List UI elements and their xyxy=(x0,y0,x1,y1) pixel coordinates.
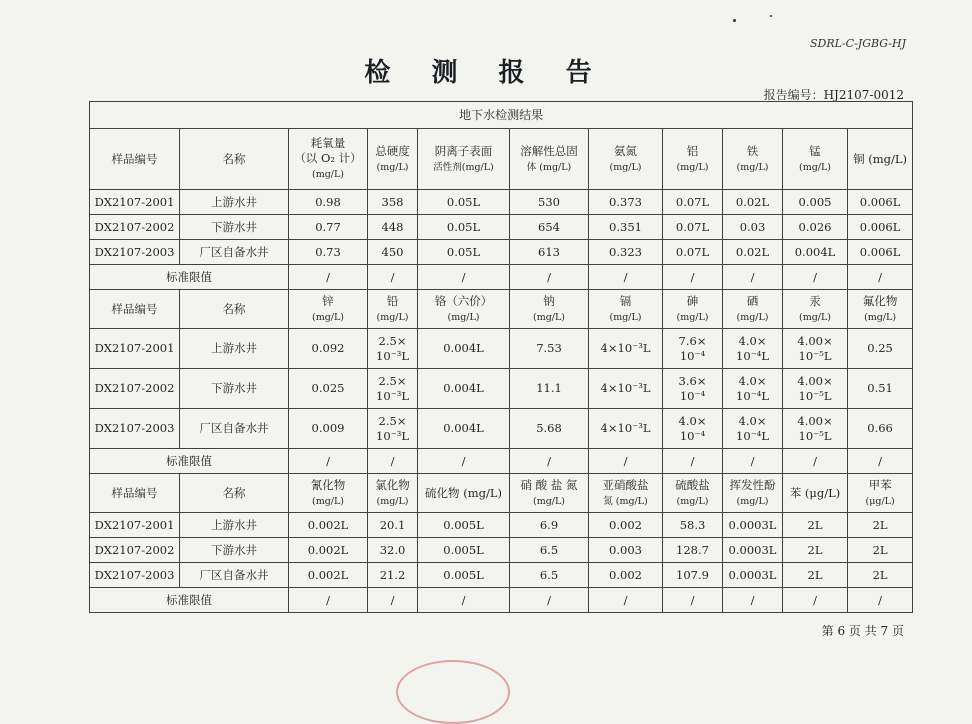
cell-text: 10⁻³L xyxy=(376,428,409,443)
results-table xyxy=(89,101,913,613)
cell-text: 4.0× xyxy=(738,333,767,348)
cell-text: 4.0× xyxy=(738,373,767,388)
table-cell: 6.5 xyxy=(510,538,589,563)
table-cell: 厂区自备水井 xyxy=(180,563,289,588)
table-cell xyxy=(418,369,510,409)
cell-text: (mg/L) xyxy=(532,311,565,323)
cell-text: 4.0× xyxy=(738,413,767,428)
cell-text: (mg/L) xyxy=(311,495,344,507)
cell-text: (mg/L) xyxy=(447,311,480,323)
limit-cell: / xyxy=(368,588,418,613)
cell-text: 阴离子表面 xyxy=(434,143,493,158)
table-cell: 0.77 xyxy=(289,215,368,240)
table-cell xyxy=(848,329,913,369)
cell-text: (mg/L) xyxy=(376,495,409,507)
column-header xyxy=(418,290,510,329)
table-cell: 20.1 xyxy=(368,513,418,538)
cell-text: (mg/L) xyxy=(798,161,831,173)
column-header xyxy=(510,474,589,513)
table-cell xyxy=(368,409,418,449)
cell-text: 10⁻⁴ xyxy=(679,428,706,443)
column-header xyxy=(723,129,783,190)
cell-text: 名称 xyxy=(222,151,246,166)
limit-cell: / xyxy=(418,265,510,290)
limit-cell: / xyxy=(368,265,418,290)
cell-text: 7.53 xyxy=(536,341,562,355)
table-cell xyxy=(848,409,913,449)
column-header xyxy=(418,474,510,513)
table-cell xyxy=(783,409,848,449)
limit-cell: / xyxy=(589,588,663,613)
cell-text: 苯 (μg/L) xyxy=(789,485,841,500)
column-header xyxy=(663,474,723,513)
cell-text: 0.25 xyxy=(867,341,893,355)
document-code: SDRL-C-JGBG-HJ xyxy=(810,37,906,50)
table-cell xyxy=(723,409,783,449)
table-row xyxy=(90,513,913,538)
table-cell xyxy=(289,329,368,369)
header-row xyxy=(90,474,913,513)
column-header xyxy=(180,290,289,329)
cell-text: DX2107-2003 xyxy=(94,421,175,435)
cell-text: 0.004L xyxy=(443,341,484,355)
table-cell xyxy=(418,329,510,369)
table-cell: 0.98 xyxy=(289,190,368,215)
table-cell: 2L xyxy=(848,513,913,538)
official-seal xyxy=(396,660,510,724)
table-cell: 0.002L xyxy=(289,513,368,538)
table-cell: 0.006L xyxy=(848,190,913,215)
table-cell: 450 xyxy=(368,240,418,265)
cell-text: 体 (mg/L) xyxy=(526,161,572,173)
cell-text: 0.51 xyxy=(867,381,893,395)
column-header xyxy=(663,290,723,329)
cell-text: 下游水井 xyxy=(211,381,257,395)
limit-cell: / xyxy=(289,265,368,290)
cell-text: 硫酸盐 xyxy=(675,477,710,492)
limit-cell: / xyxy=(368,449,418,474)
cell-text: (mg/L) xyxy=(311,169,344,180)
table-cell: 58.3 xyxy=(663,513,723,538)
cell-text: (mg/L) xyxy=(736,311,769,323)
cell-text: DX2107-2002 xyxy=(94,381,175,395)
column-header xyxy=(783,129,848,190)
cell-text: 硫化物 (mg/L) xyxy=(425,485,502,500)
limit-cell: / xyxy=(723,588,783,613)
cell-text: 2.5× xyxy=(378,413,407,428)
table-cell xyxy=(589,369,663,409)
cell-text: 总硬度 xyxy=(375,143,410,158)
cell-text: 4.00× xyxy=(797,413,833,428)
page-title: 检 测 报 告 xyxy=(364,58,608,88)
table-cell: 0.07L xyxy=(663,240,723,265)
cell-text: 氰化物 xyxy=(310,477,346,492)
column-header xyxy=(368,290,418,329)
table-cell xyxy=(368,329,418,369)
header-row xyxy=(90,129,913,190)
limit-cell: / xyxy=(510,449,589,474)
cell-text: 0.004L xyxy=(443,421,484,435)
limit-label: 标准限值 xyxy=(90,265,289,290)
column-header xyxy=(418,129,510,190)
page-number: 第 6 页 共 7 页 xyxy=(821,624,904,638)
header-row xyxy=(90,290,913,329)
table-cell xyxy=(180,369,289,409)
limit-cell: / xyxy=(663,265,723,290)
table-cell: 0.03 xyxy=(723,215,783,240)
column-header xyxy=(723,290,783,329)
table-cell: 0.005L xyxy=(418,513,510,538)
report-number: 报告编号：HJ2107-0012 xyxy=(763,88,904,102)
cell-text: (mg/L) xyxy=(736,495,769,507)
table-cell: 上游水井 xyxy=(180,513,289,538)
cell-text: 名称 xyxy=(222,485,246,500)
table-cell: DX2107-2001 xyxy=(90,513,180,538)
table-cell xyxy=(510,369,589,409)
cell-text: DX2107-2001 xyxy=(94,341,175,355)
cell-text: 硝 酸 盐 氮 xyxy=(520,477,578,492)
column-header xyxy=(289,290,368,329)
table-cell xyxy=(510,329,589,369)
table-cell: 0.002 xyxy=(589,513,663,538)
table-cell: 0.05L xyxy=(418,215,510,240)
cell-text: 样品编号 xyxy=(111,485,158,500)
table-caption: 地下水检测结果 xyxy=(90,102,913,129)
table-cell: 0.003 xyxy=(589,538,663,563)
cell-text: 氮 (mg/L) xyxy=(603,495,648,507)
column-header xyxy=(289,474,368,513)
table-cell: 0.0003L xyxy=(723,513,783,538)
cell-text: (mg/L) xyxy=(311,311,344,323)
cell-text: 3.6× xyxy=(678,373,707,388)
table-cell xyxy=(180,329,289,369)
column-header xyxy=(783,290,848,329)
table-cell xyxy=(289,369,368,409)
table-cell: 0.005 xyxy=(783,190,848,215)
table-cell: 2L xyxy=(783,538,848,563)
table-cell: 358 xyxy=(368,190,418,215)
column-header xyxy=(783,474,848,513)
table-cell: 2L xyxy=(783,513,848,538)
table-cell: 0.002 xyxy=(589,563,663,588)
cell-text: 0.004L xyxy=(443,381,484,395)
table-cell xyxy=(848,369,913,409)
table-row xyxy=(90,215,913,240)
table-row xyxy=(90,240,913,265)
table-cell: 0.004L xyxy=(783,240,848,265)
limit-cell: / xyxy=(589,265,663,290)
table-cell: 0.002L xyxy=(289,538,368,563)
limit-label: 标准限值 xyxy=(90,588,289,613)
table-cell: 0.373 xyxy=(589,190,663,215)
cell-text: (μg/L) xyxy=(865,495,895,507)
limit-cell: / xyxy=(289,588,368,613)
cell-text: 挥发性酚 xyxy=(729,477,776,492)
table-cell xyxy=(723,329,783,369)
table-cell xyxy=(510,409,589,449)
table-cell: 0.006L xyxy=(848,240,913,265)
cell-text: 10⁻⁴ xyxy=(679,348,706,363)
table-cell: 0.02L xyxy=(723,190,783,215)
table-cell: DX2107-2002 xyxy=(90,215,180,240)
cell-text: 镉 xyxy=(619,293,632,308)
cell-text: 厂区自备水井 xyxy=(199,421,269,435)
column-header xyxy=(848,129,913,190)
table-cell: 下游水井 xyxy=(180,538,289,563)
cell-text: (mg/L) xyxy=(532,495,565,507)
cell-text: (mg/L) xyxy=(609,161,642,173)
limit-cell: / xyxy=(783,588,848,613)
table-row xyxy=(90,563,913,588)
table-cell: 2L xyxy=(848,563,913,588)
limit-cell: / xyxy=(510,265,589,290)
column-header xyxy=(90,129,180,190)
limit-cell: / xyxy=(848,265,913,290)
table-cell xyxy=(663,409,723,449)
limit-cell: / xyxy=(848,588,913,613)
table-cell xyxy=(180,409,289,449)
column-header xyxy=(180,129,289,190)
cell-text: 4×10⁻³L xyxy=(600,381,651,395)
table-row xyxy=(90,409,913,449)
table-cell: DX2107-2001 xyxy=(90,190,180,215)
table-cell: 0.02L xyxy=(723,240,783,265)
cell-text: (mg/L) xyxy=(798,311,831,323)
cell-text: 10⁻⁵L xyxy=(798,428,832,443)
cell-text: 10⁻⁴L xyxy=(736,388,769,403)
cell-text: 名称 xyxy=(222,301,246,316)
column-header xyxy=(589,129,663,190)
cell-text: (mg/L) xyxy=(864,311,897,323)
cell-text: 铁 xyxy=(746,143,759,158)
limit-cell: / xyxy=(783,265,848,290)
table-cell: 530 xyxy=(510,190,589,215)
cell-text: 10⁻⁴L xyxy=(736,428,769,443)
table-cell: 6.9 xyxy=(510,513,589,538)
table-cell: 0.0003L xyxy=(723,538,783,563)
column-header xyxy=(90,290,180,329)
cell-text: 10⁻⁵L xyxy=(798,388,832,403)
table-cell: 0.002L xyxy=(289,563,368,588)
table-cell: DX2107-2002 xyxy=(90,538,180,563)
cell-text: 砷 xyxy=(686,293,699,308)
column-header xyxy=(848,474,913,513)
cell-text: (mg/L) xyxy=(676,495,709,507)
cell-text: 铝 xyxy=(686,143,699,158)
table-cell xyxy=(90,369,180,409)
cell-text: 钠 xyxy=(543,293,555,308)
table-row xyxy=(90,190,913,215)
column-header xyxy=(589,474,663,513)
cell-text: 亚硝酸盐 xyxy=(602,477,649,492)
limit-cell: / xyxy=(289,449,368,474)
cell-text: 7.6× xyxy=(678,333,707,348)
cell-text: 10⁻⁵L xyxy=(798,348,832,363)
cell-text: 锰 xyxy=(809,143,821,158)
cell-text: 10⁻⁴L xyxy=(736,348,769,363)
table-cell xyxy=(663,329,723,369)
limit-row xyxy=(90,265,913,290)
cell-text: 10⁻³L xyxy=(376,388,409,403)
cell-text: (mg/L) xyxy=(376,161,409,173)
column-header xyxy=(368,474,418,513)
cell-text: (mg/L) xyxy=(676,311,709,323)
cell-text: 10⁻⁴ xyxy=(679,388,706,403)
table-cell: 128.7 xyxy=(663,538,723,563)
table-row xyxy=(90,538,913,563)
limit-cell: / xyxy=(783,449,848,474)
table-cell xyxy=(90,409,180,449)
column-header xyxy=(723,474,783,513)
cell-text: 样品编号 xyxy=(111,301,158,316)
cell-text: 溶解性总固 xyxy=(520,143,578,158)
cell-text: 0.66 xyxy=(867,421,893,435)
column-header xyxy=(289,129,368,190)
cell-text: 2.5× xyxy=(378,373,407,388)
column-header xyxy=(90,474,180,513)
limit-cell: / xyxy=(723,265,783,290)
table-cell: DX2107-2003 xyxy=(90,240,180,265)
table-cell: 613 xyxy=(510,240,589,265)
cell-text: 4.00× xyxy=(797,333,833,348)
cell-text: 氯化物 xyxy=(375,477,410,492)
table-cell xyxy=(783,329,848,369)
table-cell: 107.9 xyxy=(663,563,723,588)
cell-text: 硒 xyxy=(746,293,759,308)
table-row xyxy=(90,369,913,409)
cell-text: 汞 xyxy=(809,293,821,308)
table-cell xyxy=(783,369,848,409)
cell-text: (mg/L) xyxy=(736,161,769,173)
table-cell xyxy=(368,369,418,409)
table-cell xyxy=(418,409,510,449)
table-cell: 0.026 xyxy=(783,215,848,240)
scan-speck xyxy=(733,19,736,22)
cell-text: 0.009 xyxy=(311,421,345,435)
cell-text: 锌 xyxy=(322,293,334,308)
table-cell: 上游水井 xyxy=(180,190,289,215)
table-cell: DX2107-2003 xyxy=(90,563,180,588)
cell-text: 耗氧量 xyxy=(310,136,346,150)
limit-cell: / xyxy=(418,449,510,474)
table-cell xyxy=(289,409,368,449)
table-cell: 0.005L xyxy=(418,538,510,563)
cell-text: 活性剂(mg/L) xyxy=(433,161,494,173)
cell-text: 0.092 xyxy=(311,341,345,355)
scan-speck xyxy=(770,15,772,17)
limit-row xyxy=(90,588,913,613)
table-cell: 0.005L xyxy=(418,563,510,588)
table-cell: 0.006L xyxy=(848,215,913,240)
table-cell: 448 xyxy=(368,215,418,240)
table-cell: 21.2 xyxy=(368,563,418,588)
table-cell: 0.07L xyxy=(663,190,723,215)
column-header xyxy=(848,290,913,329)
table-cell: 厂区自备水井 xyxy=(180,240,289,265)
limit-cell: / xyxy=(418,588,510,613)
table-cell xyxy=(589,329,663,369)
cell-text: 4×10⁻³L xyxy=(600,341,651,355)
cell-text: 0.025 xyxy=(311,381,345,395)
table-cell: 6.5 xyxy=(510,563,589,588)
limit-cell: / xyxy=(848,449,913,474)
column-header xyxy=(368,129,418,190)
cell-text: (mg/L) xyxy=(676,161,709,173)
table-cell: 32.0 xyxy=(368,538,418,563)
cell-text: 氟化物 xyxy=(862,293,898,308)
limit-label: 标准限值 xyxy=(90,449,289,474)
table-cell xyxy=(663,369,723,409)
column-header xyxy=(180,474,289,513)
cell-text: 4.00× xyxy=(797,373,833,388)
table-cell: 0.0003L xyxy=(723,563,783,588)
limit-cell: / xyxy=(510,588,589,613)
limit-cell: / xyxy=(663,449,723,474)
table-cell: 0.05L xyxy=(418,190,510,215)
limit-cell: / xyxy=(723,449,783,474)
cell-text: 铬（六价） xyxy=(434,293,493,308)
table-cell: 0.05L xyxy=(418,240,510,265)
cell-text: 2.5× xyxy=(378,333,407,348)
limit-cell: / xyxy=(589,449,663,474)
table-cell xyxy=(723,369,783,409)
cell-text: 4.0× xyxy=(678,413,707,428)
limit-row xyxy=(90,449,913,474)
limit-cell: / xyxy=(663,588,723,613)
cell-text: (mg/L) xyxy=(376,311,409,323)
cell-text: 11.1 xyxy=(536,381,562,395)
column-header xyxy=(589,290,663,329)
table-cell: 0.351 xyxy=(589,215,663,240)
cell-text: 铜 (mg/L) xyxy=(853,151,908,166)
table-cell: 0.73 xyxy=(289,240,368,265)
table-cell: 0.323 xyxy=(589,240,663,265)
column-header xyxy=(663,129,723,190)
table-cell: 下游水井 xyxy=(180,215,289,240)
table-cell: 654 xyxy=(510,215,589,240)
cell-text: 10⁻³L xyxy=(376,348,409,363)
column-header xyxy=(510,129,589,190)
cell-text: (mg/L) xyxy=(609,311,642,323)
cell-text: （以 O₂ 计） xyxy=(294,151,362,165)
cell-text: 样品编号 xyxy=(111,151,158,166)
table-cell xyxy=(589,409,663,449)
column-header xyxy=(510,290,589,329)
table-cell: 2L xyxy=(783,563,848,588)
table-cell xyxy=(90,329,180,369)
table-cell: 2L xyxy=(848,538,913,563)
table-row xyxy=(90,329,913,369)
table-cell: 0.07L xyxy=(663,215,723,240)
cell-text: 铅 xyxy=(386,293,399,308)
cell-text: 氨氮 xyxy=(614,143,637,158)
cell-text: 甲苯 xyxy=(868,477,892,492)
cell-text: 5.68 xyxy=(536,421,562,435)
cell-text: 上游水井 xyxy=(211,341,257,355)
cell-text: 4×10⁻³L xyxy=(600,421,651,435)
